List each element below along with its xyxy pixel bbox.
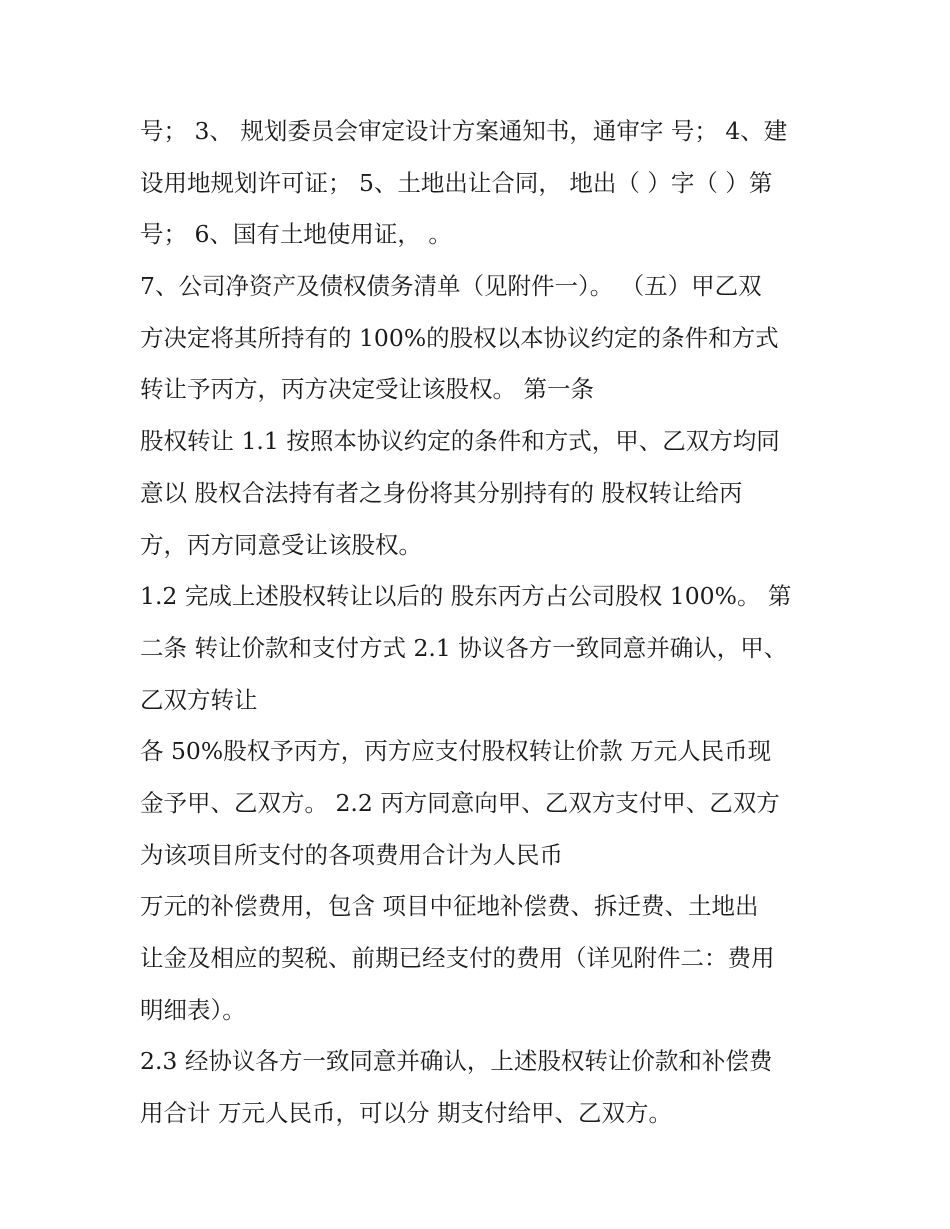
- text-line: 转让予丙方，丙方决定受让该股权。 第一条: [140, 375, 594, 404]
- text-line: 万元的补偿费用，包含 项目中征地补偿费、拆迁费、土地出: [140, 892, 759, 921]
- text-line: 让金及相应的契税、前期已经支付的费用（详见附件二：费用: [140, 944, 775, 972]
- text-line: 方决定将其所持有的 100%的股权以本协议约定的条件和方式: [140, 323, 779, 352]
- text-line: 设用地规划许可证； 5、土地出让合同， 地出（ ）字（ ）第: [140, 168, 773, 197]
- text-line: 2.3 经协议各方一致同意并确认，上述股权转让价款和补偿费: [140, 1047, 773, 1076]
- text-line: 各 50%股权予丙方，丙方应支付股权转让价款 万元人民币现: [140, 737, 772, 766]
- text-line: 二条 转让价款和支付方式 2.1 协议各方一致同意并确认，甲、: [140, 633, 788, 662]
- text-line: 用合计 万元人民币，可以分 期支付给甲、乙双方。: [140, 1099, 672, 1128]
- text-line: 意以 股权合法持有者之身份将其分别持有的 股权转让给丙: [140, 478, 743, 507]
- text-line: 号； 6、国有土地使用证， 。: [140, 220, 452, 249]
- text-line: 股权转让 1.1 按照本协议约定的条件和方式，甲、乙双方均同: [140, 427, 780, 456]
- text-line: 为该项目所支付的各项费用合计为人民币: [140, 840, 563, 869]
- text-line: 乙双方转让: [140, 685, 258, 714]
- text-line: 明细表）。: [140, 995, 246, 1024]
- text-line: 方，丙方同意受让该股权。: [140, 530, 422, 559]
- text-line: 7、公司净资产及债权债务清单（见附件一）。 （五）甲乙双: [140, 272, 762, 301]
- text-line: 1.2 完成上述股权转让以后的 股东丙方占公司股权 100%。 第: [140, 582, 792, 611]
- document-body: [140, 106, 820, 1140]
- text-line: 号； 3、 规划委员会审定设计方案通知书，通审字 号； 4、建: [140, 117, 788, 145]
- text-line: 金予甲、乙双方。 2.2 丙方同意向甲、乙双方支付甲、乙双方: [140, 788, 780, 817]
